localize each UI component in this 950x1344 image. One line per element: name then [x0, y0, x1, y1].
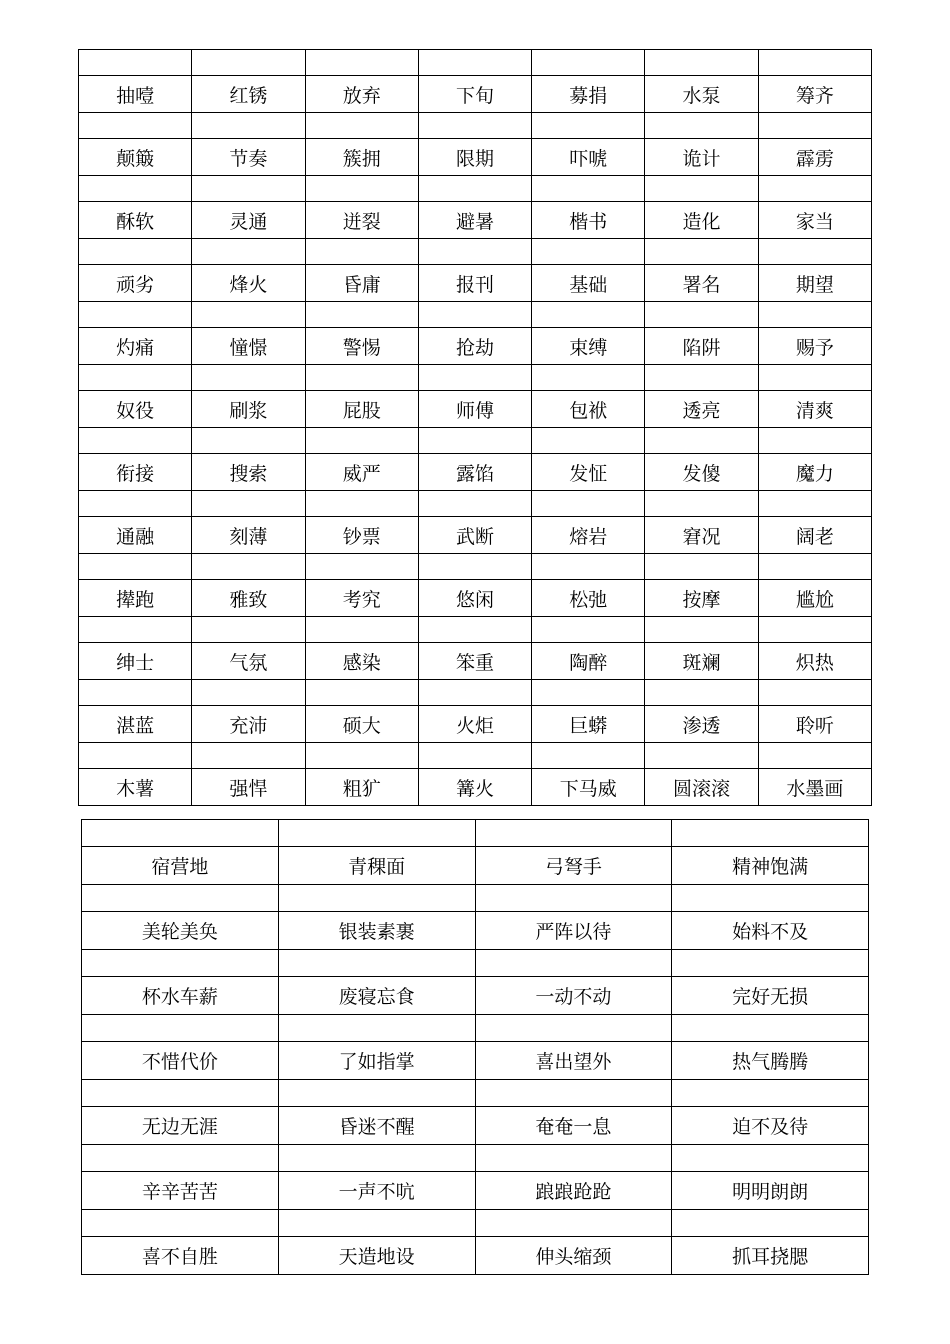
pinyin-blank-cell	[418, 302, 531, 328]
word-cell: 通融	[79, 517, 192, 554]
pinyin-blank-cell	[758, 491, 871, 517]
pinyin-blank-cell	[758, 680, 871, 706]
word-cell: 包袱	[532, 391, 645, 428]
word-cell: 基础	[532, 265, 645, 302]
word-cell: 陷阱	[645, 328, 758, 365]
word-cell: 清爽	[758, 391, 871, 428]
word-cell: 美轮美奂	[82, 912, 279, 950]
word-cell: 奴役	[79, 391, 192, 428]
pinyin-blank-cell	[645, 743, 758, 769]
pinyin-blank-cell	[79, 680, 192, 706]
word-cell: 强悍	[192, 769, 305, 806]
word-cell: 灼痛	[79, 328, 192, 365]
word-cell: 限期	[418, 139, 531, 176]
word-cell: 尴尬	[758, 580, 871, 617]
pinyin-blank-cell	[758, 554, 871, 580]
word-row	[79, 328, 872, 365]
pinyin-blank-cell	[672, 950, 869, 977]
pinyin-blank-cell	[418, 617, 531, 643]
word-cell: 武断	[418, 517, 531, 554]
word-row	[82, 977, 869, 1015]
word-cell: 陶醉	[532, 643, 645, 680]
word-cell: 放弃	[305, 76, 418, 113]
pinyin-blank-cell	[82, 1210, 279, 1237]
word-row	[79, 139, 872, 176]
word-cell: 昏庸	[305, 265, 418, 302]
word-cell: 搜索	[192, 454, 305, 491]
pinyin-writing-row	[82, 820, 869, 847]
pinyin-blank-cell	[532, 365, 645, 391]
word-row	[79, 76, 872, 113]
pinyin-blank-cell	[758, 428, 871, 454]
word-cell: 渗透	[645, 706, 758, 743]
word-cell: 诡计	[645, 139, 758, 176]
pinyin-blank-cell	[192, 743, 305, 769]
pinyin-blank-cell	[418, 680, 531, 706]
pinyin-blank-cell	[79, 302, 192, 328]
pinyin-blank-cell	[672, 1145, 869, 1172]
pinyin-blank-cell	[192, 554, 305, 580]
pinyin-blank-cell	[532, 617, 645, 643]
pinyin-writing-row	[82, 1210, 869, 1237]
vocabulary-table-body	[82, 820, 869, 1275]
pinyin-blank-cell	[645, 50, 758, 76]
word-cell: 家当	[758, 202, 871, 239]
pinyin-writing-row	[79, 680, 872, 706]
pinyin-blank-cell	[305, 428, 418, 454]
word-cell: 气氛	[192, 643, 305, 680]
word-row	[82, 1042, 869, 1080]
pinyin-blank-cell	[278, 1015, 475, 1042]
word-row	[82, 1107, 869, 1145]
word-cell: 阔老	[758, 517, 871, 554]
word-cell: 魔力	[758, 454, 871, 491]
pinyin-blank-cell	[82, 820, 279, 847]
pinyin-blank-cell	[418, 365, 531, 391]
pinyin-blank-cell	[82, 1015, 279, 1042]
pinyin-blank-cell	[192, 680, 305, 706]
pinyin-blank-cell	[672, 1210, 869, 1237]
pinyin-blank-cell	[758, 365, 871, 391]
word-cell: 霹雳	[758, 139, 871, 176]
pinyin-blank-cell	[192, 50, 305, 76]
pinyin-blank-cell	[418, 743, 531, 769]
word-cell: 斑斓	[645, 643, 758, 680]
word-cell: 昏迷不醒	[278, 1107, 475, 1145]
pinyin-blank-cell	[305, 113, 418, 139]
word-row	[79, 580, 872, 617]
pinyin-writing-row	[79, 365, 872, 391]
pinyin-blank-cell	[532, 176, 645, 202]
word-cell: 青稞面	[278, 847, 475, 885]
word-cell: 弓弩手	[475, 847, 672, 885]
word-cell: 迸裂	[305, 202, 418, 239]
vocabulary-table-body	[79, 50, 872, 806]
pinyin-blank-cell	[758, 302, 871, 328]
pinyin-blank-cell	[758, 113, 871, 139]
word-cell: 刷浆	[192, 391, 305, 428]
word-cell: 一动不动	[475, 977, 672, 1015]
word-cell: 节奏	[192, 139, 305, 176]
word-cell: 簇拥	[305, 139, 418, 176]
word-cell: 窘况	[645, 517, 758, 554]
word-cell: 发傻	[645, 454, 758, 491]
pinyin-blank-cell	[192, 113, 305, 139]
pinyin-blank-cell	[418, 176, 531, 202]
pinyin-blank-cell	[305, 554, 418, 580]
word-cell: 水墨画	[758, 769, 871, 806]
pinyin-blank-cell	[475, 1015, 672, 1042]
word-cell: 束缚	[532, 328, 645, 365]
pinyin-blank-cell	[645, 428, 758, 454]
word-cell: 热气腾腾	[672, 1042, 869, 1080]
pinyin-blank-cell	[278, 820, 475, 847]
pinyin-writing-row	[79, 428, 872, 454]
pinyin-blank-cell	[278, 885, 475, 912]
pinyin-blank-cell	[418, 491, 531, 517]
pinyin-blank-cell	[758, 617, 871, 643]
pinyin-writing-row	[79, 176, 872, 202]
pinyin-blank-cell	[278, 1080, 475, 1107]
pinyin-blank-cell	[305, 491, 418, 517]
pinyin-blank-cell	[79, 239, 192, 265]
word-row	[79, 643, 872, 680]
word-cell: 笨重	[418, 643, 531, 680]
pinyin-blank-cell	[758, 239, 871, 265]
word-cell: 雅致	[192, 580, 305, 617]
pinyin-blank-cell	[532, 680, 645, 706]
word-cell: 踉踉跄跄	[475, 1172, 672, 1210]
word-cell: 憧憬	[192, 328, 305, 365]
word-cell: 废寝忘食	[278, 977, 475, 1015]
word-cell: 考究	[305, 580, 418, 617]
word-cell: 楷书	[532, 202, 645, 239]
word-cell: 绅士	[79, 643, 192, 680]
pinyin-blank-cell	[79, 428, 192, 454]
word-cell: 透亮	[645, 391, 758, 428]
word-cell: 募捐	[532, 76, 645, 113]
pinyin-blank-cell	[305, 50, 418, 76]
pinyin-blank-cell	[79, 743, 192, 769]
pinyin-blank-cell	[79, 365, 192, 391]
word-cell: 悠闲	[418, 580, 531, 617]
vocabulary-table-idioms	[81, 819, 869, 1275]
pinyin-blank-cell	[532, 428, 645, 454]
pinyin-blank-cell	[79, 554, 192, 580]
word-cell: 严阵以待	[475, 912, 672, 950]
pinyin-blank-cell	[278, 950, 475, 977]
pinyin-writing-row	[79, 239, 872, 265]
word-cell: 硕大	[305, 706, 418, 743]
pinyin-blank-cell	[192, 176, 305, 202]
pinyin-blank-cell	[305, 680, 418, 706]
pinyin-writing-row	[79, 743, 872, 769]
word-cell: 明明朗朗	[672, 1172, 869, 1210]
word-cell: 圆滚滚	[645, 769, 758, 806]
pinyin-blank-cell	[192, 428, 305, 454]
pinyin-blank-cell	[82, 885, 279, 912]
word-row	[82, 1237, 869, 1275]
pinyin-writing-row	[79, 491, 872, 517]
pinyin-blank-cell	[532, 554, 645, 580]
pinyin-blank-cell	[418, 428, 531, 454]
pinyin-blank-cell	[645, 113, 758, 139]
pinyin-blank-cell	[192, 239, 305, 265]
pinyin-blank-cell	[672, 1015, 869, 1042]
pinyin-writing-row	[82, 1145, 869, 1172]
pinyin-blank-cell	[305, 743, 418, 769]
word-cell: 造化	[645, 202, 758, 239]
pinyin-blank-cell	[645, 365, 758, 391]
word-cell: 松弛	[532, 580, 645, 617]
pinyin-blank-cell	[758, 176, 871, 202]
word-cell: 一声不吭	[278, 1172, 475, 1210]
pinyin-blank-cell	[82, 950, 279, 977]
word-cell: 抓耳挠腮	[672, 1237, 869, 1275]
word-cell: 木薯	[79, 769, 192, 806]
pinyin-blank-cell	[532, 491, 645, 517]
word-cell: 聆听	[758, 706, 871, 743]
word-cell: 钞票	[305, 517, 418, 554]
word-row	[79, 202, 872, 239]
word-cell: 感染	[305, 643, 418, 680]
pinyin-writing-row	[79, 554, 872, 580]
word-cell: 迫不及待	[672, 1107, 869, 1145]
pinyin-writing-row	[82, 1015, 869, 1042]
word-cell: 酥软	[79, 202, 192, 239]
word-row	[79, 265, 872, 302]
pinyin-blank-cell	[672, 1080, 869, 1107]
word-cell: 吓唬	[532, 139, 645, 176]
word-cell: 火炬	[418, 706, 531, 743]
word-cell: 水泵	[645, 76, 758, 113]
word-cell: 筹齐	[758, 76, 871, 113]
pinyin-blank-cell	[305, 239, 418, 265]
word-cell: 辛辛苦苦	[82, 1172, 279, 1210]
word-cell: 杯水车薪	[82, 977, 279, 1015]
pinyin-blank-cell	[645, 680, 758, 706]
pinyin-blank-cell	[532, 302, 645, 328]
pinyin-blank-cell	[305, 617, 418, 643]
word-cell: 报刊	[418, 265, 531, 302]
pinyin-blank-cell	[475, 950, 672, 977]
pinyin-blank-cell	[672, 820, 869, 847]
word-cell: 篝火	[418, 769, 531, 806]
word-cell: 灵通	[192, 202, 305, 239]
pinyin-blank-cell	[475, 820, 672, 847]
pinyin-blank-cell	[418, 239, 531, 265]
pinyin-blank-cell	[645, 239, 758, 265]
word-row	[79, 769, 872, 806]
pinyin-blank-cell	[79, 50, 192, 76]
word-cell: 红锈	[192, 76, 305, 113]
pinyin-blank-cell	[475, 1080, 672, 1107]
word-cell: 湛蓝	[79, 706, 192, 743]
word-cell: 颠簸	[79, 139, 192, 176]
pinyin-blank-cell	[532, 50, 645, 76]
pinyin-blank-cell	[79, 176, 192, 202]
word-cell: 精神饱满	[672, 847, 869, 885]
word-cell: 始料不及	[672, 912, 869, 950]
word-cell: 充沛	[192, 706, 305, 743]
word-cell: 师傅	[418, 391, 531, 428]
pinyin-blank-cell	[532, 113, 645, 139]
word-cell: 奄奄一息	[475, 1107, 672, 1145]
pinyin-blank-cell	[645, 176, 758, 202]
pinyin-blank-cell	[278, 1210, 475, 1237]
word-row	[79, 517, 872, 554]
pinyin-blank-cell	[278, 1145, 475, 1172]
word-row	[79, 706, 872, 743]
pinyin-writing-row	[82, 950, 869, 977]
word-cell: 伸头缩颈	[475, 1237, 672, 1275]
word-cell: 按摩	[645, 580, 758, 617]
pinyin-blank-cell	[758, 743, 871, 769]
word-cell: 发怔	[532, 454, 645, 491]
pinyin-blank-cell	[79, 617, 192, 643]
pinyin-blank-cell	[82, 1145, 279, 1172]
vocabulary-table-two-char	[78, 49, 872, 806]
word-cell: 赐予	[758, 328, 871, 365]
word-row	[82, 912, 869, 950]
word-cell: 警惕	[305, 328, 418, 365]
word-cell: 天造地设	[278, 1237, 475, 1275]
word-cell: 期望	[758, 265, 871, 302]
word-cell: 宿营地	[82, 847, 279, 885]
pinyin-writing-row	[79, 113, 872, 139]
word-cell: 喜不自胜	[82, 1237, 279, 1275]
pinyin-blank-cell	[305, 365, 418, 391]
word-cell: 撵跑	[79, 580, 192, 617]
pinyin-blank-cell	[532, 239, 645, 265]
word-cell: 下马威	[532, 769, 645, 806]
word-row	[79, 391, 872, 428]
word-cell: 喜出望外	[475, 1042, 672, 1080]
word-cell: 避暑	[418, 202, 531, 239]
word-cell: 衔接	[79, 454, 192, 491]
word-cell: 露馅	[418, 454, 531, 491]
word-cell: 屁股	[305, 391, 418, 428]
pinyin-blank-cell	[305, 302, 418, 328]
word-cell: 熔岩	[532, 517, 645, 554]
pinyin-blank-cell	[475, 885, 672, 912]
pinyin-writing-row	[82, 1080, 869, 1107]
word-cell: 无边无涯	[82, 1107, 279, 1145]
word-row	[82, 1172, 869, 1210]
word-cell: 银装素裹	[278, 912, 475, 950]
pinyin-blank-cell	[758, 50, 871, 76]
word-cell: 署名	[645, 265, 758, 302]
pinyin-blank-cell	[79, 113, 192, 139]
pinyin-blank-cell	[192, 365, 305, 391]
word-row	[79, 454, 872, 491]
pinyin-writing-row	[79, 50, 872, 76]
pinyin-writing-row	[79, 617, 872, 643]
pinyin-blank-cell	[645, 491, 758, 517]
pinyin-blank-cell	[645, 302, 758, 328]
pinyin-blank-cell	[418, 113, 531, 139]
pinyin-blank-cell	[305, 176, 418, 202]
word-cell: 抽噎	[79, 76, 192, 113]
pinyin-blank-cell	[475, 1210, 672, 1237]
pinyin-blank-cell	[82, 1080, 279, 1107]
pinyin-blank-cell	[192, 617, 305, 643]
word-cell: 了如指掌	[278, 1042, 475, 1080]
pinyin-blank-cell	[79, 491, 192, 517]
word-cell: 巨蟒	[532, 706, 645, 743]
word-cell: 顽劣	[79, 265, 192, 302]
word-cell: 威严	[305, 454, 418, 491]
word-cell: 完好无损	[672, 977, 869, 1015]
word-cell: 炽热	[758, 643, 871, 680]
pinyin-blank-cell	[192, 491, 305, 517]
word-cell: 粗犷	[305, 769, 418, 806]
pinyin-blank-cell	[645, 617, 758, 643]
pinyin-blank-cell	[672, 885, 869, 912]
word-row	[82, 847, 869, 885]
word-cell: 下旬	[418, 76, 531, 113]
pinyin-writing-row	[82, 885, 869, 912]
pinyin-blank-cell	[532, 743, 645, 769]
word-cell: 不惜代价	[82, 1042, 279, 1080]
word-cell: 刻薄	[192, 517, 305, 554]
pinyin-blank-cell	[645, 554, 758, 580]
word-cell: 抢劫	[418, 328, 531, 365]
word-cell: 烽火	[192, 265, 305, 302]
pinyin-blank-cell	[418, 554, 531, 580]
pinyin-blank-cell	[192, 302, 305, 328]
pinyin-writing-row	[79, 302, 872, 328]
pinyin-blank-cell	[475, 1145, 672, 1172]
pinyin-blank-cell	[418, 50, 531, 76]
